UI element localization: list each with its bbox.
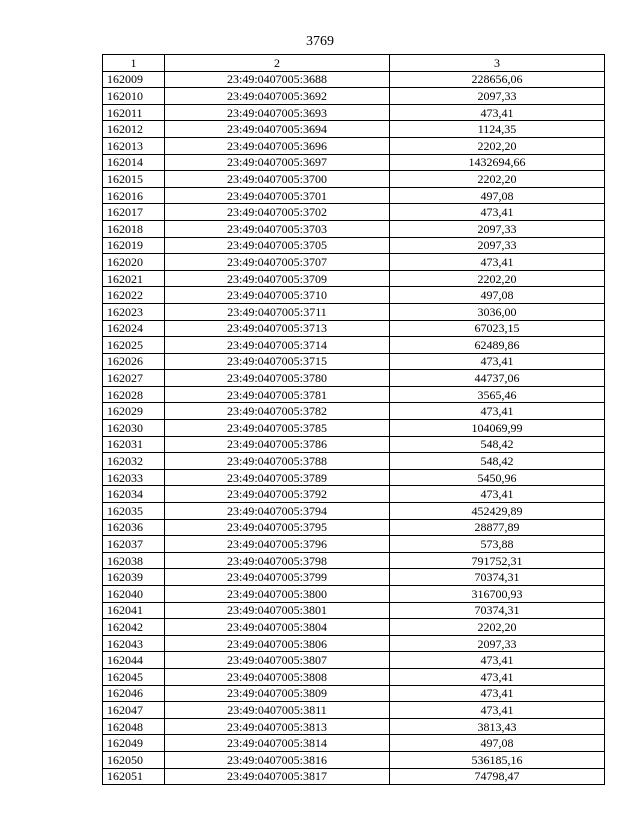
value-cell: 2097,33 xyxy=(390,635,605,652)
table-row xyxy=(103,751,605,768)
row-number-cell: 162027 xyxy=(103,370,165,387)
table-row xyxy=(103,154,605,171)
row-number-cell: 162032 xyxy=(103,453,165,470)
value-cell: 67023,15 xyxy=(390,320,605,337)
value-cell: 473,41 xyxy=(390,353,605,370)
row-number-cell: 162012 xyxy=(103,121,165,138)
table-row xyxy=(103,569,605,586)
row-number-cell: 162015 xyxy=(103,171,165,188)
table-row xyxy=(103,469,605,486)
table-row xyxy=(103,386,605,403)
value-cell: 44737,06 xyxy=(390,370,605,387)
value-cell: 228656,06 xyxy=(390,71,605,88)
row-number-cell: 162044 xyxy=(103,652,165,669)
value-cell: 573,88 xyxy=(390,536,605,553)
value-cell: 452429,89 xyxy=(390,503,605,520)
table-row xyxy=(103,685,605,702)
row-number-cell: 162037 xyxy=(103,536,165,553)
table-row xyxy=(103,635,605,652)
table-row xyxy=(103,552,605,569)
row-number-cell: 162024 xyxy=(103,320,165,337)
cadastral-number-cell: 23:49:0407005:3800 xyxy=(165,586,390,603)
value-cell: 1432694,66 xyxy=(390,154,605,171)
table-row xyxy=(103,121,605,138)
cadastral-number-cell: 23:49:0407005:3798 xyxy=(165,552,390,569)
cadastral-number-cell: 23:49:0407005:3711 xyxy=(165,303,390,320)
row-number-cell: 162031 xyxy=(103,436,165,453)
cadastral-number-cell: 23:49:0407005:3799 xyxy=(165,569,390,586)
value-cell: 473,41 xyxy=(390,204,605,221)
cadastral-number-cell: 23:49:0407005:3789 xyxy=(165,469,390,486)
table-row xyxy=(103,303,605,320)
table-row xyxy=(103,187,605,204)
row-number-cell: 162048 xyxy=(103,718,165,735)
column-header-2: 2 xyxy=(165,55,390,72)
row-number-cell: 162029 xyxy=(103,403,165,420)
value-cell: 2097,33 xyxy=(390,220,605,237)
cadastral-number-cell: 23:49:0407005:3780 xyxy=(165,370,390,387)
cadastral-number-cell: 23:49:0407005:3696 xyxy=(165,137,390,154)
value-cell: 62489,86 xyxy=(390,337,605,354)
table-row xyxy=(103,768,605,785)
table-row xyxy=(103,137,605,154)
cadastral-number-cell: 23:49:0407005:3701 xyxy=(165,187,390,204)
value-cell: 497,08 xyxy=(390,735,605,752)
cadastral-number-cell: 23:49:0407005:3808 xyxy=(165,668,390,685)
column-header-1: 1 xyxy=(103,55,165,72)
row-number-cell: 162042 xyxy=(103,619,165,636)
row-number-cell: 162038 xyxy=(103,552,165,569)
table-row xyxy=(103,237,605,254)
row-number-cell: 162013 xyxy=(103,137,165,154)
row-number-cell: 162028 xyxy=(103,386,165,403)
cadastral-number-cell: 23:49:0407005:3809 xyxy=(165,685,390,702)
value-cell: 473,41 xyxy=(390,104,605,121)
value-cell: 28877,89 xyxy=(390,519,605,536)
cadastral-number-cell: 23:49:0407005:3806 xyxy=(165,635,390,652)
value-cell: 497,08 xyxy=(390,287,605,304)
cadastral-number-cell: 23:49:0407005:3801 xyxy=(165,602,390,619)
data-table xyxy=(102,54,605,785)
row-number-cell: 162047 xyxy=(103,702,165,719)
row-number-cell: 162043 xyxy=(103,635,165,652)
table-row xyxy=(103,702,605,719)
cadastral-number-cell: 23:49:0407005:3710 xyxy=(165,287,390,304)
table-row xyxy=(103,619,605,636)
value-cell: 70374,31 xyxy=(390,569,605,586)
row-number-cell: 162026 xyxy=(103,353,165,370)
table-row xyxy=(103,337,605,354)
value-cell: 5450,96 xyxy=(390,469,605,486)
cadastral-number-cell: 23:49:0407005:3792 xyxy=(165,486,390,503)
cadastral-number-cell: 23:49:0407005:3817 xyxy=(165,768,390,785)
cadastral-number-cell: 23:49:0407005:3782 xyxy=(165,403,390,420)
cadastral-number-cell: 23:49:0407005:3816 xyxy=(165,751,390,768)
row-number-cell: 162010 xyxy=(103,88,165,105)
cadastral-number-cell: 23:49:0407005:3688 xyxy=(165,71,390,88)
row-number-cell: 162050 xyxy=(103,751,165,768)
table-row xyxy=(103,420,605,437)
row-number-cell: 162033 xyxy=(103,469,165,486)
row-number-cell: 162018 xyxy=(103,220,165,237)
table-row xyxy=(103,270,605,287)
table-row xyxy=(103,171,605,188)
row-number-cell: 162035 xyxy=(103,503,165,520)
row-number-cell: 162009 xyxy=(103,71,165,88)
value-cell: 2097,33 xyxy=(390,237,605,254)
value-cell: 2097,33 xyxy=(390,88,605,105)
cadastral-number-cell: 23:49:0407005:3813 xyxy=(165,718,390,735)
column-header-3: 3 xyxy=(390,55,605,72)
cadastral-number-cell: 23:49:0407005:3786 xyxy=(165,436,390,453)
row-number-cell: 162034 xyxy=(103,486,165,503)
row-number-cell: 162019 xyxy=(103,237,165,254)
value-cell: 3036,00 xyxy=(390,303,605,320)
cadastral-number-cell: 23:49:0407005:3785 xyxy=(165,420,390,437)
cadastral-number-cell: 23:49:0407005:3804 xyxy=(165,619,390,636)
row-number-cell: 162022 xyxy=(103,287,165,304)
row-number-cell: 162016 xyxy=(103,187,165,204)
table-row xyxy=(103,718,605,735)
row-number-cell: 162041 xyxy=(103,602,165,619)
table-row xyxy=(103,586,605,603)
cadastral-number-cell: 23:49:0407005:3795 xyxy=(165,519,390,536)
page-number: 3769 xyxy=(306,34,334,49)
cadastral-number-cell: 23:49:0407005:3709 xyxy=(165,270,390,287)
table-row xyxy=(103,370,605,387)
row-number-cell: 162045 xyxy=(103,668,165,685)
cadastral-number-cell: 23:49:0407005:3781 xyxy=(165,386,390,403)
value-cell: 473,41 xyxy=(390,652,605,669)
table-row xyxy=(103,88,605,105)
cadastral-number-cell: 23:49:0407005:3713 xyxy=(165,320,390,337)
table-body xyxy=(103,71,605,785)
table-row xyxy=(103,353,605,370)
row-number-cell: 162023 xyxy=(103,303,165,320)
cadastral-number-cell: 23:49:0407005:3702 xyxy=(165,204,390,221)
value-cell: 536185,16 xyxy=(390,751,605,768)
value-cell: 2202,20 xyxy=(390,171,605,188)
value-cell: 548,42 xyxy=(390,453,605,470)
table-row xyxy=(103,254,605,271)
table-row xyxy=(103,453,605,470)
row-number-cell: 162049 xyxy=(103,735,165,752)
cadastral-number-cell: 23:49:0407005:3703 xyxy=(165,220,390,237)
cadastral-number-cell: 23:49:0407005:3700 xyxy=(165,171,390,188)
row-number-cell: 162025 xyxy=(103,337,165,354)
value-cell: 2202,20 xyxy=(390,137,605,154)
cadastral-number-cell: 23:49:0407005:3692 xyxy=(165,88,390,105)
value-cell: 791752,31 xyxy=(390,552,605,569)
value-cell: 104069,99 xyxy=(390,420,605,437)
cadastral-number-cell: 23:49:0407005:3814 xyxy=(165,735,390,752)
cadastral-number-cell: 23:49:0407005:3788 xyxy=(165,453,390,470)
value-cell: 70374,31 xyxy=(390,602,605,619)
value-cell: 473,41 xyxy=(390,254,605,271)
cadastral-number-cell: 23:49:0407005:3807 xyxy=(165,652,390,669)
cadastral-number-cell: 23:49:0407005:3705 xyxy=(165,237,390,254)
table-row xyxy=(103,486,605,503)
row-number-cell: 162030 xyxy=(103,420,165,437)
table-row xyxy=(103,652,605,669)
cadastral-number-cell: 23:49:0407005:3715 xyxy=(165,353,390,370)
cadastral-number-cell: 23:49:0407005:3794 xyxy=(165,503,390,520)
table-row xyxy=(103,220,605,237)
table-row xyxy=(103,71,605,88)
row-number-cell: 162036 xyxy=(103,519,165,536)
table-row xyxy=(103,204,605,221)
table-row xyxy=(103,602,605,619)
row-number-cell: 162020 xyxy=(103,254,165,271)
value-cell: 473,41 xyxy=(390,685,605,702)
cadastral-number-cell: 23:49:0407005:3811 xyxy=(165,702,390,719)
row-number-cell: 162011 xyxy=(103,104,165,121)
value-cell: 548,42 xyxy=(390,436,605,453)
cadastral-number-cell: 23:49:0407005:3693 xyxy=(165,104,390,121)
row-number-cell: 162014 xyxy=(103,154,165,171)
value-cell: 1124,35 xyxy=(390,121,605,138)
cadastral-number-cell: 23:49:0407005:3694 xyxy=(165,121,390,138)
value-cell: 497,08 xyxy=(390,187,605,204)
table-row xyxy=(103,436,605,453)
table-row xyxy=(103,536,605,553)
table-row xyxy=(103,519,605,536)
table-row xyxy=(103,287,605,304)
table-row xyxy=(103,104,605,121)
cadastral-number-cell: 23:49:0407005:3796 xyxy=(165,536,390,553)
table-row xyxy=(103,735,605,752)
row-number-cell: 162039 xyxy=(103,569,165,586)
value-cell: 2202,20 xyxy=(390,270,605,287)
value-cell: 473,41 xyxy=(390,403,605,420)
value-cell: 3565,46 xyxy=(390,386,605,403)
row-number-cell: 162017 xyxy=(103,204,165,221)
row-number-cell: 162021 xyxy=(103,270,165,287)
value-cell: 3813,43 xyxy=(390,718,605,735)
value-cell: 316700,93 xyxy=(390,586,605,603)
cadastral-number-cell: 23:49:0407005:3707 xyxy=(165,254,390,271)
table-header-row xyxy=(103,55,605,72)
table-row xyxy=(103,503,605,520)
row-number-cell: 162046 xyxy=(103,685,165,702)
table-row xyxy=(103,668,605,685)
table-row xyxy=(103,320,605,337)
row-number-cell: 162040 xyxy=(103,586,165,603)
value-cell: 473,41 xyxy=(390,668,605,685)
row-number-cell: 162051 xyxy=(103,768,165,785)
table-row xyxy=(103,403,605,420)
value-cell: 473,41 xyxy=(390,486,605,503)
value-cell: 473,41 xyxy=(390,702,605,719)
cadastral-number-cell: 23:49:0407005:3714 xyxy=(165,337,390,354)
cadastral-number-cell: 23:49:0407005:3697 xyxy=(165,154,390,171)
value-cell: 74798,47 xyxy=(390,768,605,785)
value-cell: 2202,20 xyxy=(390,619,605,636)
